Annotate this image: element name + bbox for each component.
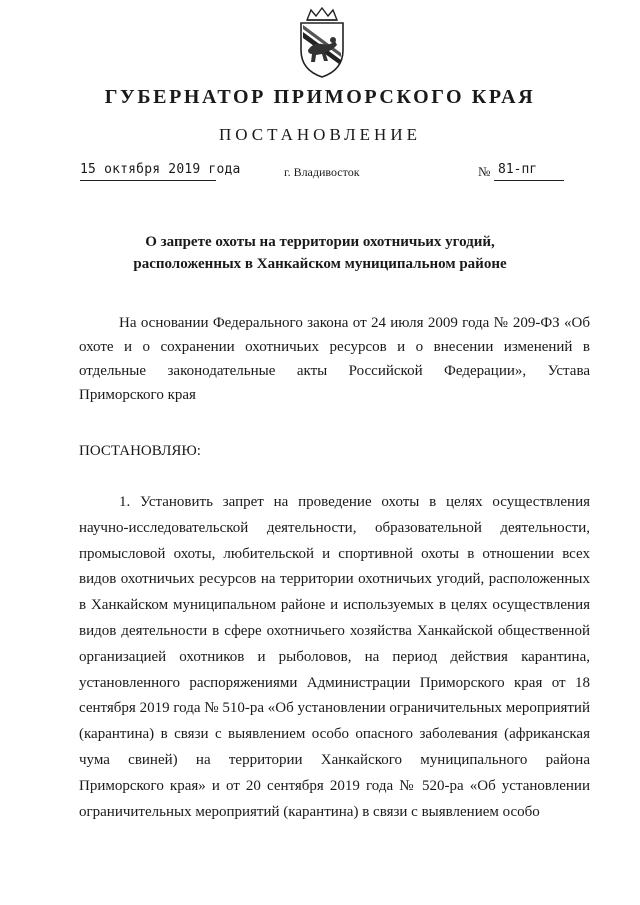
subject-line-1: О запрете охоты на территории охотничьих угодий,	[145, 234, 495, 250]
number-label: №	[478, 164, 491, 179]
date-underline	[80, 180, 216, 181]
item-1-paragraph: 1. Установить запрет на проведение охоты в целях осуществления научно-исследовательской деятельности, образовательной деятельности, промысловой охоты, любительской и спортивной охоты в отношении всех видов охотничьих ресурсов на территории охотничьих угодий, расположенных в Ханкайском муниципальном районе и используемых в целях осуществления видов деятельности в сфере охотничьего хозяйства Ханкайской общественной организацией охотников и рыболовов, на период действия карантина, установленного распоряжениями Администрации Приморского края от 18 сентября 2019 года № 510-ра «Об установлении ограничительных мероприятий (карантина) в связи с выявлением особо опасного заболевания (африканская чума свиней) на территории Ханкайского муниципального района Приморского края» и от 20 сентября 2019 года № 520-ра «Об установлении ограничительных мероприятий (карантина) в связи с выявлением особо	[79, 494, 590, 820]
subject-line-2: расположенных в Ханкайском муниципальном районе	[133, 256, 507, 272]
document-number: 81-пг	[498, 162, 538, 177]
authority-title: ГУБЕРНАТОР ПРИМОРСКОГО КРАЯ	[104, 86, 536, 108]
number-underline	[494, 180, 564, 181]
resolve-heading: ПОСТАНОВЛЯЮ:	[79, 443, 201, 459]
document-city: г. Владивосток	[284, 165, 360, 179]
basis-paragraph: На основании Федерального закона от 24 июля 2009 года № 209-ФЗ «Об охоте и о сохранении охотничьих ресурсов и о внесении изменений в отдельные законодательные акты Российской Федерации», Устава Приморского края	[79, 315, 590, 403]
document-type: ПОСТАНОВЛЕНИЕ	[218, 125, 421, 144]
coat-of-arms-icon	[295, 6, 349, 80]
document-date: 15 октября 2019 года	[80, 162, 241, 177]
document-meta	[0, 158, 640, 188]
document-subject	[0, 231, 640, 275]
